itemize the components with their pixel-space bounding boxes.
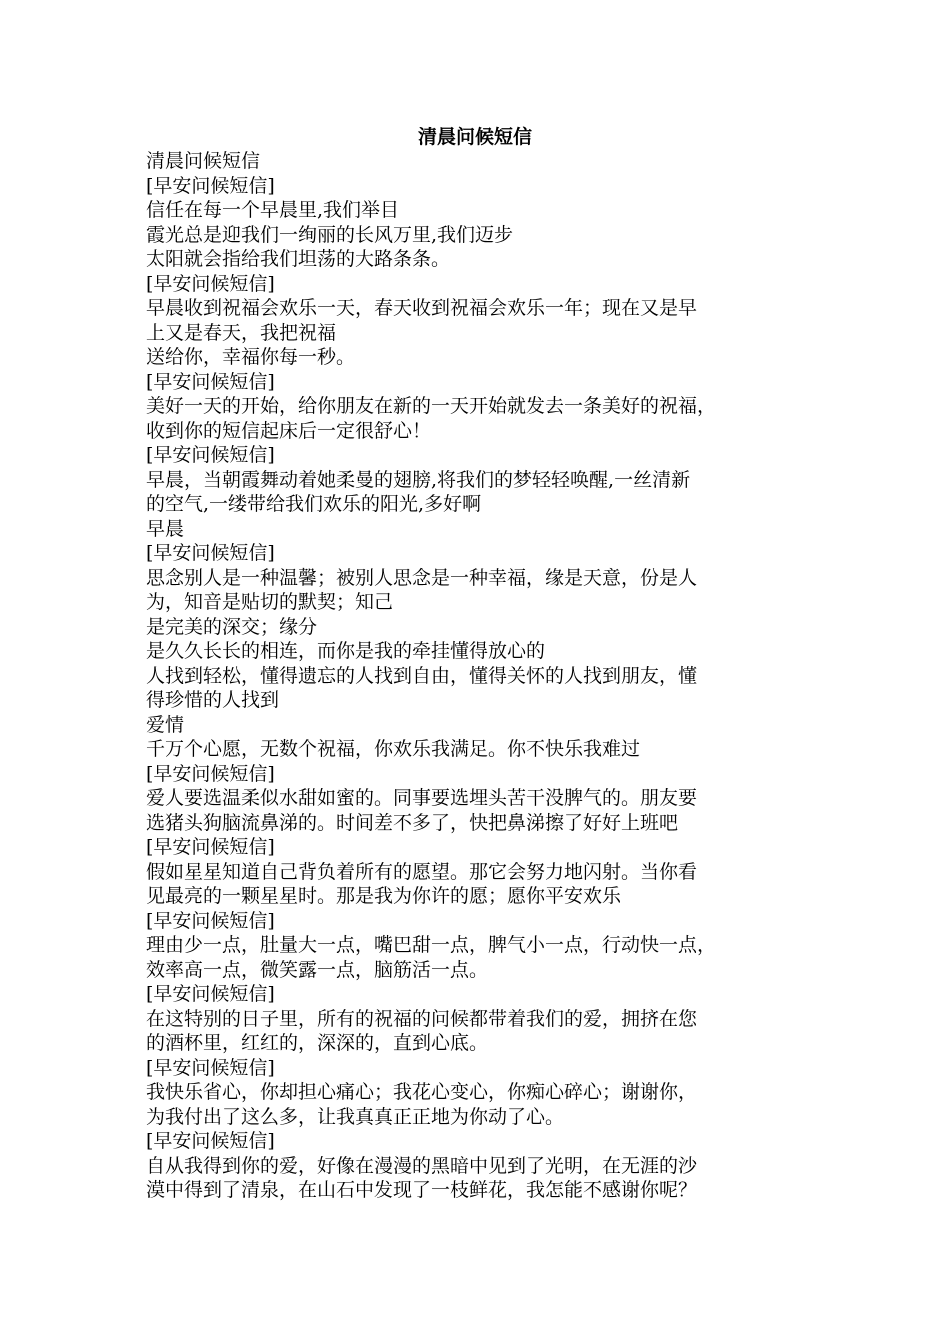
text-line: 为，知音是贴切的默契；知己 xyxy=(146,591,394,613)
text-line: 人找到轻松，懂得遗忘的人找到自由，懂得关怀的人找到朋友，懂 xyxy=(146,664,698,687)
text-line: [早安问候短信] xyxy=(146,272,275,295)
text-line: [早安问候短信] xyxy=(146,836,275,858)
text-line: 在这特别的日子里，所有的祝福的问候都带着我们的爱，拥挤在您 xyxy=(146,1007,698,1030)
text-line: 千万个心愿，无数个祝福，你欢乐我满足。你不快乐我难过 xyxy=(146,738,641,760)
text-line: 我快乐省心，你却担心痛心；我花心变心，你痴心碎心；谢谢你， xyxy=(146,1081,698,1103)
text-line: 效率高一点，微笑露一点，脑筋活一点。 xyxy=(146,958,489,981)
document-title: 清晨问候短信 xyxy=(417,126,532,148)
text-line: 是久久长长的相连，而你是我的牵挂懂得放心的 xyxy=(146,640,546,662)
text-line: 上又是春天，我把祝福 xyxy=(146,321,337,344)
text-line: [早安问候短信] xyxy=(146,174,275,197)
text-line: 漠中得到了清泉，在山石中发现了一枝鲜花，我怎能不感谢你呢？ xyxy=(146,1179,698,1201)
text-line: [早安问候短信] xyxy=(146,370,275,393)
text-line: [早安问候短信] xyxy=(146,909,275,932)
text-line: 霞光总是迎我们一绚丽的长风万里,我们迈步 xyxy=(146,223,514,246)
text-line: 假如星星知道自己背负着所有的愿望。那它会努力地闪射。当你看 xyxy=(146,860,698,883)
text-line: 早晨 xyxy=(146,517,185,540)
text-line: [早安问候短信] xyxy=(146,983,275,1005)
text-line: 为我付出了这么多，让我真真正正地为你动了心。 xyxy=(146,1105,565,1128)
text-line: 爱人要选温柔似水甜如蜜的。同事要选埋头苦干没脾气的。朋友要 xyxy=(146,787,698,809)
text-line: 的酒杯里，红红的，深深的，直到心底。 xyxy=(146,1032,489,1054)
text-line: 的空气,一缕带给我们欢乐的阳光,多好啊 xyxy=(146,493,482,515)
text-line: 是完美的深交；缘分 xyxy=(146,615,318,638)
text-line: 见最亮的一颗星星时。那是我为你许的愿；愿你平安欢乐 xyxy=(146,885,622,907)
text-line: 思念别人是一种温馨；被别人思念是一种幸福，缘是天意，份是人 xyxy=(146,566,698,589)
text-line: 美好一天的开始，给你朋友在新的一天开始就发去一条美好的祝福， xyxy=(146,395,717,417)
text-line: 收到你的短信起床后一定很舒心！ xyxy=(146,419,432,442)
text-line: [早安问候短信] xyxy=(146,1056,275,1079)
text-line: 早晨收到祝福会欢乐一天，春天收到祝福会欢乐一年；现在又是早 xyxy=(146,297,698,319)
text-line: [早安问候短信] xyxy=(146,542,275,564)
text-line: 太阳就会指给我们坦荡的大路条条。 xyxy=(146,248,451,270)
text-line: 爱情 xyxy=(146,713,185,736)
text-line: 信任在每一个早晨里,我们举目 xyxy=(146,199,400,221)
text-line: 自从我得到你的爱，好像在漫漫的黑暗中见到了光明，在无涯的沙 xyxy=(146,1154,698,1177)
text-line: 理由少一点，肚量大一点，嘴巴甜一点，脾气小一点，行动快一点， xyxy=(146,934,717,956)
text-line: [早安问候短信] xyxy=(146,762,275,785)
text-line: 得珍惜的人找到 xyxy=(146,689,280,711)
text-line: 送给你，幸福你每一秒。 xyxy=(146,346,356,368)
text-line: [早安问候短信] xyxy=(146,444,275,466)
text-line: 选猪头狗脑流鼻涕的。时间差不多了，快把鼻涕擦了好好上班吧 xyxy=(146,811,679,834)
text-line: [早安问候短信] xyxy=(146,1130,275,1152)
text-line: 清晨问候短信 xyxy=(146,150,261,172)
text-line: 早晨，当朝霞舞动着她柔曼的翅膀,将我们的梦轻轻唤醒,一丝清新 xyxy=(146,468,691,491)
document-body xyxy=(146,149,811,1203)
